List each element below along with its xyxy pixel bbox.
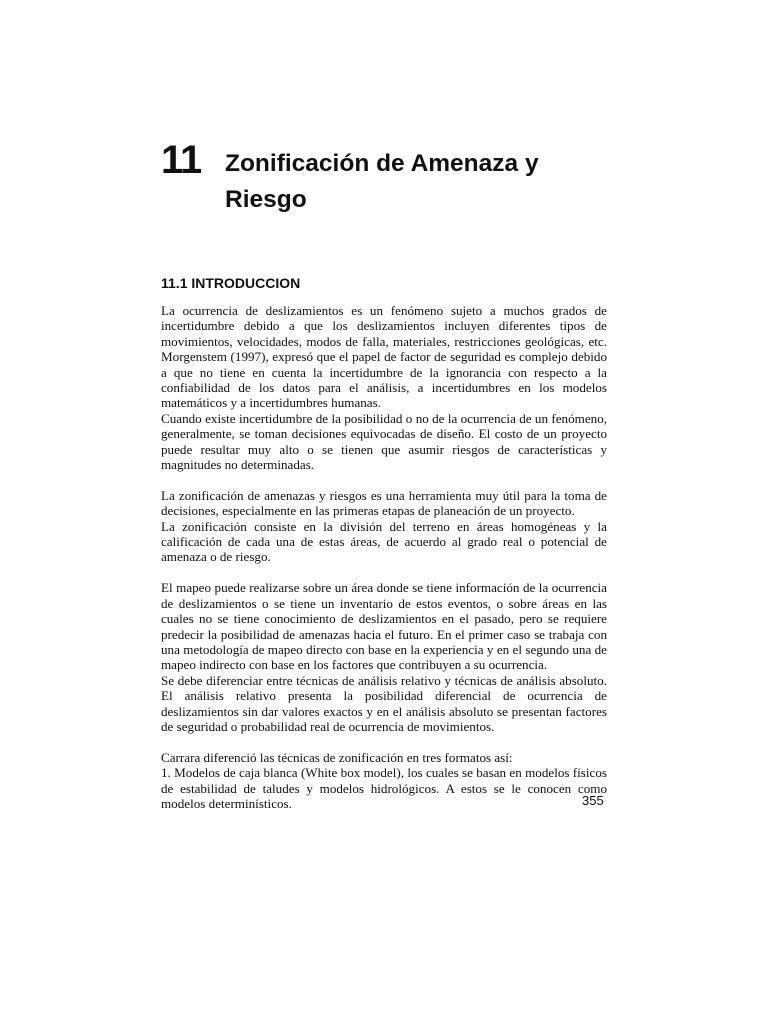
section-heading: 11.1 INTRODUCCION	[161, 275, 301, 291]
paragraph: Se debe diferenciar entre técnicas de análisis relativo y técnicas de análisis absoluto. El análisis relativo presenta la posibilidad diferencial de ocurrencia de deslizamientos sin dar valores exactos y en el análisis absoluto se presentan factores de seguridad o probabilidad real de ocurrencia de movimientos.	[161, 672, 607, 734]
chapter-number: 11	[161, 138, 202, 182]
paragraph: Cuando existe incertidumbre de la posibilidad o no de la ocurrencia de un fenómeno, generalmente, se toman decisiones equivocadas de diseño. El costo de un proyecto puede resultar muy alto o se tienen que asumir riesgos de características y magnitudes no determinadas.	[161, 410, 607, 473]
page-number: 355	[582, 793, 604, 808]
paragraph: El mapeo puede realizarse sobre un área donde se tiene información de la ocurrencia de deslizamientos o se tiene un inventario de estos eventos, o sobre áreas en las cuales no se tiene conocimiento de deslizamientos en el pasado, pero se requiere predecir la posibilidad de amenazas hacia el futuro. En el primer caso se trabaja con una metodología de mapeo directo con base en la experiencia y en el segundo una de mapeo indirecto con base en los factores que contribuyen a su ocurrencia.	[161, 580, 607, 673]
paragraph: La ocurrencia de deslizamientos es un fenómeno sujeto a muchos grados de incertidumbre debido a que los deslizamientos incluyen diferentes tipos de movimientos, velocidades, modos de falla, materiales, restricciones geológicas, etc. Morgenstem (1997), expresó que el papel de factor de seguridad es complejo debido a que no tiene en cuenta la incertidumbre de la ignorancia con respecto a la confiabilidad de los datos para el análisis, a incertidumbres en los modelos matemáticos y a incertidumbres humanas.	[161, 303, 607, 411]
paragraph: La zonificación de amenazas y riesgos es una herramienta muy útil para la toma de decisiones, especialmente en las primeras etapas de planeación de un proyecto.	[161, 487, 607, 519]
chapter-title: Zonificación de Amenaza y Riesgo	[225, 150, 539, 213]
body-text	[161, 303, 607, 811]
paragraph: 1. Modelos de caja blanca (White box model), los cuales se basan en modelos físicos de estabilidad de taludes y modelos hidrológicos. A estos se le conocen como modelos determinísticos.	[161, 765, 607, 811]
paragraph: Carrara diferenció las técnicas de zonificación en tres formatos así:	[161, 749, 513, 765]
paragraph: La zonificación consiste en la división del terreno en áreas homogéneas y la calificación de cada una de estas áreas, de acuerdo al grado real o potencial de amenaza o de riesgo.	[161, 518, 607, 565]
chapter-header	[161, 138, 621, 218]
